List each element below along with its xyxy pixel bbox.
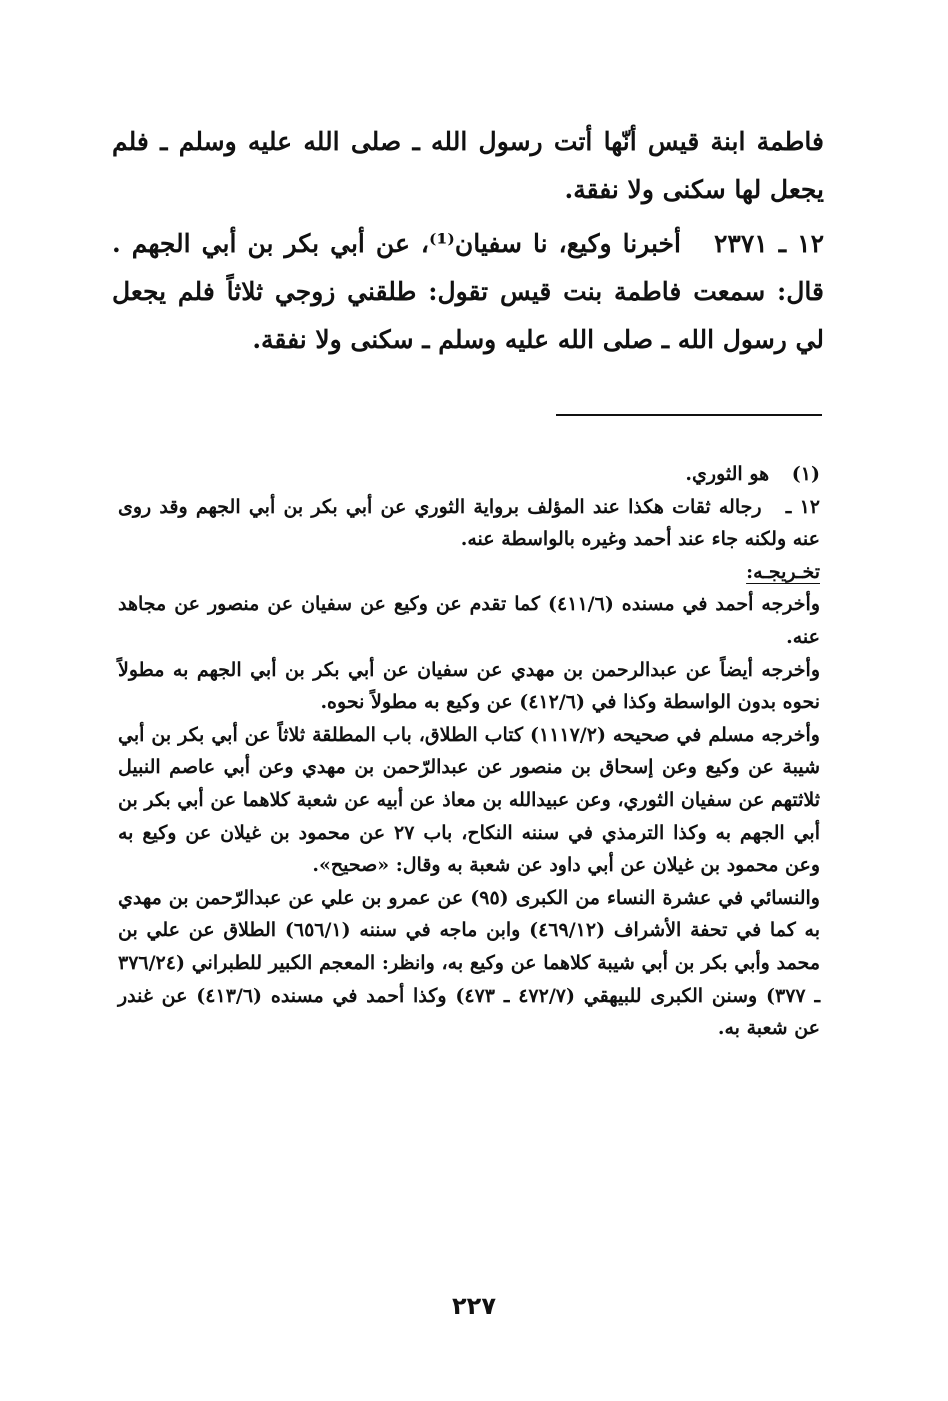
footnote-1-text: هو الثوري. xyxy=(685,463,770,485)
hadith-text: أخبرنا وكيع، نا سفيان⁽¹⁾، عن أبي بكر بن أبي الجهم . قال: سمعت فاطمة بنت قيس تقول: طلقني زوجي ثلاثاً فلم يجعل لي رسول الله ـ صلى الله عليه وسلم ـ سكنى ولا نفقة. xyxy=(112,229,824,354)
takhrij-paragraph: والنسائي في عشرة النساء من الكبرى (٩٥) عن عمرو بن علي عن عبدالرّحمن بن مهدي به كما في تحفة الأشراف (٤٦٩/١٢) وابن ماجه في سننه (٦٥٦/١) الطلاق عن علي بن محمد وأبي بكر بن أبي شيبة كلاهما عن وكيع به، وانظر: المعجم الكبير للطبراني (٣٧٦/٢٤ ـ ٣٧٧) وسنن الكبرى للبيهقي (٤٧٢/٧ ـ ٤٧٣) وكذا أحمد في مسنده (٤١٣/٦) عن غندر عن شعبة به. xyxy=(118,886,821,1040)
footnote-12 xyxy=(118,491,820,556)
footnote-12-marker: ١٢ ـ xyxy=(785,495,820,518)
hadith-number: ١٢ ـ ٢٣٧١ xyxy=(713,229,824,258)
footnote-1-marker: (١) xyxy=(791,463,820,485)
takhrij-paragraph: وأخرجه أحمد في مسنده (٤١١/٦) كما تقدم عن وكيع عن سفيان عن منصور عن مجاهد عنه. xyxy=(118,593,820,648)
main-text xyxy=(112,118,824,364)
takhrij-paragraph: وأخرجه أيضاً عن عبدالرحمن بن مهدي عن سفيان عن أبي بكر بن أبي الجهم به مطولاً نحوه بدون الواسطة وكذا في (٤١٢/٦) عن وكيع به مطولاً نحوه. xyxy=(118,658,820,714)
hadith-paragraph xyxy=(112,220,824,364)
takhrij-heading: تخـريجـه: xyxy=(746,560,820,583)
page-number: ٢٢٧ xyxy=(452,1292,496,1320)
footnote-separator xyxy=(556,414,822,416)
continuation-paragraph: فاطمة ابنة قيس أنّها أتت رسول الله ـ صلى الله عليه وسلم ـ فلم يجعل لها سكنى ولا نفقة. xyxy=(112,127,824,204)
takhrij-paragraph: وأخرجه مسلم في صحيحه (١١١٧/٢) كتاب الطلاق، باب المطلقة ثلاثاً عن أبي بكر بن أبي شيبة عن وكيع وعن إسحاق بن منصور عن عبدالرّحمن بن مهدي وعن أبي عاصم النبيل ثلاثتهم عن سفيان الثوري، وعن عبيدالله بن معاذ عن أبيه عن شعبة كلاهما عن أبي بكر بن أبي الجهم به وكذا الترمذي في سننه النكاح، باب ٢٧ عن محمود بن غيلان عن وكيع به وعن محمود بن غيلان عن أبي داود عن شعبة به وقال: «صحيح». xyxy=(118,723,820,877)
footnote-1 xyxy=(118,458,820,491)
footnotes xyxy=(118,458,820,1045)
footnote-12-text: رجاله ثقات هكذا عند المؤلف برواية الثوري عن أبي بكر بن أبي الجهم وقد روى عنه ولكنه جاء عند أحمد وغيره بالواسطة عنه. xyxy=(118,495,820,551)
